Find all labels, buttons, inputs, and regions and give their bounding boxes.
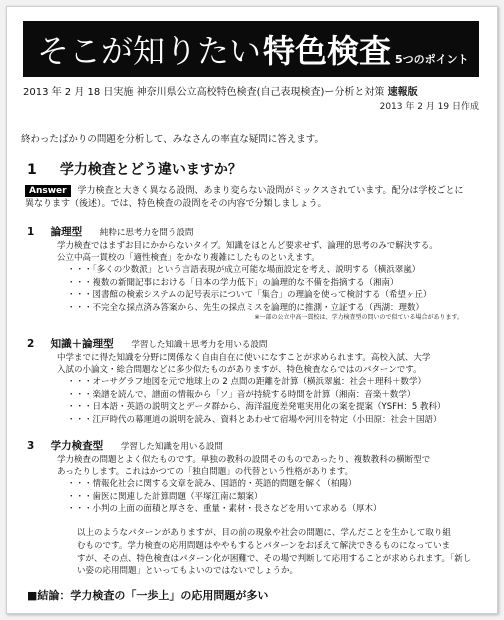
list-item: ・・・楽譜を読んで、譜面の情報から「ソ」音が持続する時間を計算（湘南：音楽＋数学） [67,389,416,400]
conclusion: ■結論：学力検査の「一歩上」の応用問題が多い [27,589,269,602]
example-list [57,264,487,314]
closing-line: すが、その点、特色検査はパターン化が困難で、その場で判断して応用することが求められます。「新し [77,553,472,564]
answer-badge: Answer [25,185,71,197]
title-strong: 特色検査 [263,32,392,70]
section-body [57,454,487,516]
list-item: ・・・図書館の検索システムの記号表示について「集合」の理論を使って検討する（希望ヶ丘） [67,290,432,301]
section-body [57,352,487,426]
subtitle [23,83,479,98]
list-item: ・・・「多くの少数派」という言語表現が成立可能な場面設定を考え、説明する（横浜翠嵐） [67,265,421,276]
section-subtitle: 純粋に思考力を問う設問 [99,228,194,238]
closing-paragraph [77,527,477,578]
section-heading [27,439,487,454]
list-item: ・・・複数の新聞記事における「日本の学力低下」の論理的な不備を指摘する（湘南） [67,277,399,288]
closing-line: い姿の応用問題」といってもよいのではないでしょうか。 [77,566,299,577]
answer-line-2: 異なります（後述）。では、特色検査の設問をその内容で分類しましょう。 [25,199,327,209]
question-number: 1 [27,162,37,178]
list-item: ・・・オーサグラフ地図を元で地球上の 2 点間の距離を計算（横浜翠嵐：社会＋理科＋数学） [67,377,426,388]
example-list [57,376,487,426]
footnote: ※一部の公立中高一貫校は、学力検査型の問いので似ている場合があります。 [254,314,463,322]
question-heading [27,159,242,179]
section-paragraph: 中学までに得た知識を分野に関係なく自由自在に使いになすことが求められます。高校入試、大学 [57,353,431,363]
creation-date: 2013 年 2 月 19 日作成 [379,102,479,112]
section-2 [27,337,487,426]
list-item: ・・・日本語・英語の説明文とデータ群から、海洋温度差発電実用化の案を提案（YSFH：5 教科） [67,402,446,413]
section-subtitle: 学習した知識を用いる設問 [120,442,223,452]
section-paragraph: 入試の小論文・総合問題などに多少似たものがありますが、特色検査ならではのパターンです。 [57,365,422,376]
title-main: そこが知りたい [37,32,262,70]
section-title: 論理型 [50,226,83,238]
section-body [57,240,487,322]
title-banner [23,21,479,77]
answer-block [25,185,485,211]
section-paragraph: 学力検査ではまずお目にかからないタイプ。知識をほとんど要求せず、論理的思考のみで解決する。 [57,241,438,251]
section-number: 2 [27,338,35,350]
intro-text: 終わったばかりの問題を分析して、みなさんの率直な疑問に答えます。 [21,134,324,145]
section-number: 3 [27,440,35,452]
section-paragraph: 公立中高一貫校の「適性検査」をかなり複雑にしたものといえます。 [57,253,320,264]
list-item: ・・・小判の上面の面積と厚さを、重量・素材・長さなどを用いて求める（厚木） [67,504,382,515]
section-subtitle: 学習した知識＋思考力を用いる設問 [131,340,268,350]
section-heading [27,225,487,240]
list-item: ・・・歯医に関連した計算問題（平塚江南に類案） [67,491,263,502]
subtitle-text: 2013 年 2 月 18 日実施 神奈川県公立高校特色検査(自己表現検査)ー分析と対策 [23,87,385,98]
section-title: 知識＋論理型 [50,338,114,350]
list-item: ・・・江戸時代の幕運道の説明を読み、資料とあわせて宿場や河川を特定（小田原：社会＋国語） [67,414,442,425]
answer-line-1: 学力検査と大きく異なる設問、あまり変らない設問がミックスされています。配分は学校ごとに [77,186,464,196]
section-1 [27,225,487,322]
section-3 [27,439,487,516]
quick-edition-badge: 速報版 [387,87,418,98]
list-item: ・・・情報化社会に関する文章を読み、国語的・英語的問題を解く（柏陽） [67,479,357,490]
section-heading [27,337,487,352]
title-small: 5つのポイント [395,53,469,66]
document-page [6,6,498,614]
closing-line: むものです。学力検査の応用問題はややもするとパターンをおぼえて解決できるものになっていま [77,540,451,551]
example-list [57,478,487,515]
section-paragraph: 学力検査の問題とよく似たものです。単独の教科の設問そのものであったり、複数教科の横断型で [57,455,431,465]
list-item: ・・・不完全な採点済み答案から、先生の採点ミスを論理的に推測・立証する（西湖：理数） [67,302,425,313]
closing-line: 以上のようなパターンがありますが、目の前の現象や社会の問題に、学んだことを生かして取り組 [77,528,451,538]
question-text: 学力検査とどう違いますか？ [59,162,242,178]
section-number: 1 [27,226,35,238]
section-paragraph: あったりします。これはかつての「独自問題」の代替という性格があります。 [57,467,354,478]
section-title: 学力検査型 [50,440,104,452]
